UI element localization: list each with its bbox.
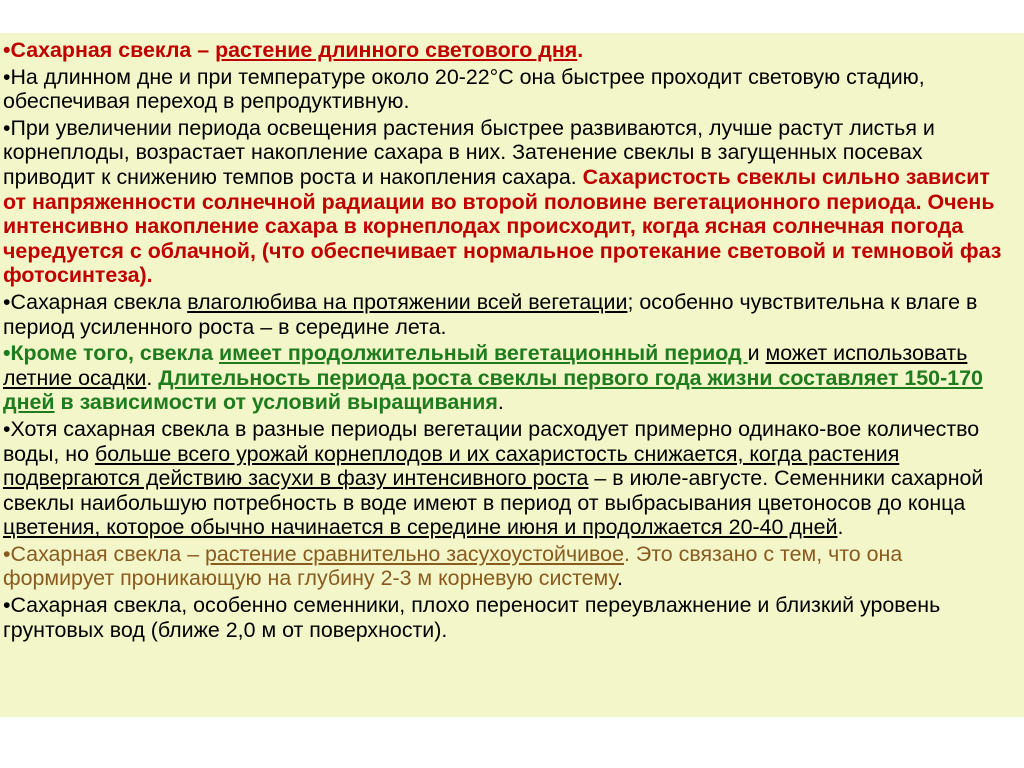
text-segment: •Сахарная свекла, особенно семенники, плохо переносит переувлажнение и близкий уровень грунтовых вод (ближе 2,0 м от поверхности). (3, 593, 941, 642)
text-segment: и (747, 341, 766, 366)
text-segment: . Это связано с тем, что она формирует проникающую на глубину 2-3 м корневую систему (3, 541, 903, 591)
text-segment: ; особенно чувствительна к влаге в период усиленного роста – в середине лета. (3, 289, 978, 339)
text-segment: •Кроме того, свекла (3, 341, 219, 366)
text-segment: . (497, 390, 504, 415)
underlined-phrase: имеет продолжительный вегетационный период (218, 341, 748, 366)
text-segment: – в июле-августе. Семенники сахарной свеклы наибольшую потребность в воде имеют в период от выбрасывания цветоносов до конца (3, 466, 984, 515)
paragraph-moisture-loving (3, 290, 1013, 339)
paragraph-waterlogging (3, 593, 1013, 642)
text-segment: •Сахарная свекла – (3, 38, 216, 62)
underlined-phrase: растение сравнительно засухоустойчивое (205, 541, 624, 566)
text-segment: . (146, 365, 159, 390)
text-segment: •На длинном дне и при температуре около 20-22°С она быстрее проходит световую стадию, обеспечивая переход в репродуктивную. (3, 64, 925, 114)
underlined-phrase: цветения, которое обычно начинается в середине июня и продолжается 20-40 дней (3, 515, 838, 540)
text-segment: в зависимости от условий выращивания (54, 390, 498, 415)
text-segment: . (617, 566, 623, 591)
paragraph-lighting-period (3, 116, 1013, 288)
underlined-phrase: растение длинного светового дня (215, 38, 578, 62)
text-segment: •Сахарная свекла – (3, 541, 206, 566)
text-segment: •Сахарная свекла (3, 289, 188, 314)
paragraph-drought-resistant (3, 542, 1013, 591)
slide-text (3, 38, 1013, 644)
text-segment: •При увеличении периода освещения растения быстрее развиваются, лучше растут листья и корнеплоды, возрастает накопление сахара в них. Затенение свеклы в загущенных посевах приводит к снижению темпов роста и накопления сахара. (3, 115, 935, 189)
text-segment: •Хотя сахарная свекла в разные периоды вегетации расходует примерно одинако-вое количество воды, но (3, 416, 980, 466)
underlined-phrase: влаголюбива на протяжении всей вегетации (187, 289, 628, 314)
underlined-phrase: может использовать летние осадки (3, 341, 968, 390)
text-segment: . (837, 515, 844, 540)
underlined-phrase: больше всего урожай корнеплодов и их сахаристость снижается, когда растения подвергаются действию засухи в фазу интенсивного роста (3, 441, 900, 491)
text-segment: . (577, 38, 584, 62)
paragraph-long-day-plant (3, 38, 1013, 63)
growth-duration-phrase: Длительность периода роста свеклы первого года жизни составляет 150-170 дней (3, 365, 983, 415)
paragraph-water-consumption (3, 417, 1013, 540)
paragraph-light-stage (3, 65, 1013, 114)
sugar-content-emphasis: Сахаристость свеклы сильно зависит от напряженности солнечной радиации во второй половине вегетационного периода. Очень интенсивно накопление сахара в корнеплодах происходит, когда ясная солнечная погода чередуется с облачной, (что обеспечивает нормальное протекание световой и темновой фаз фотосинтеза). (3, 164, 1002, 288)
paragraph-vegetation-period (3, 341, 1013, 415)
